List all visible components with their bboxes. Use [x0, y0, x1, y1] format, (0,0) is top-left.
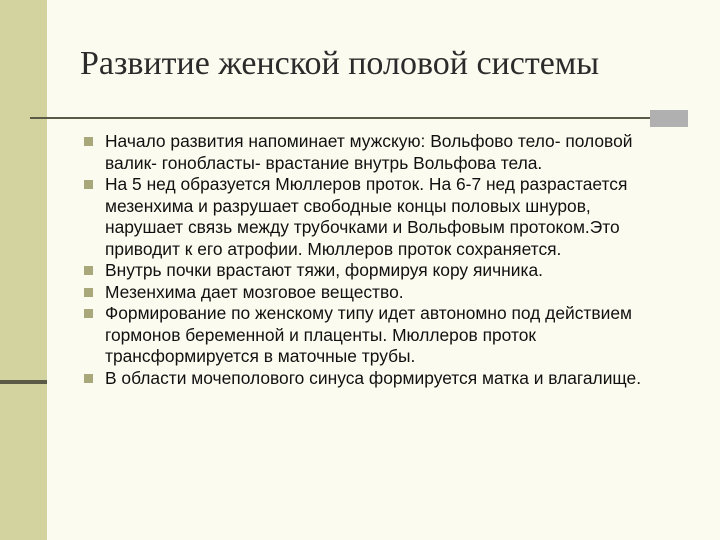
bullet-text: Начало развития напоминает мужскую: Вольфово тело- половой валик- гонобласты- врастание внутрь Вольфова тела.	[105, 131, 633, 173]
bullet-list	[84, 131, 644, 389]
square-bullet-icon	[84, 309, 93, 318]
square-bullet-icon	[84, 137, 93, 146]
bullet-text: Внутрь почки врастают тяжи, формируя кору яичника.	[105, 260, 543, 280]
bullet-item	[84, 260, 644, 282]
bullet-text: На 5 нед образуется Мюллеров проток. На 6-7 нед разрастается мезенхима и разрушает свободные концы половых шнуров, нарушает связь между трубочками и Вольфовым протоком.Это приводит к его атрофии. Мюллеров проток сохраняется.	[105, 174, 628, 259]
square-bullet-icon	[84, 288, 93, 297]
bullet-item	[84, 131, 644, 174]
title-underline	[30, 117, 650, 119]
bullet-text: Формирование по женскому типу идет автономно под действием гормонов беременной и плаценты. Мюллеров проток трансформируется в маточные трубы.	[105, 303, 632, 366]
bullet-item	[84, 174, 644, 260]
bullet-item	[84, 368, 644, 390]
square-bullet-icon	[84, 180, 93, 189]
bullet-item	[84, 303, 644, 368]
left-band-divider	[0, 380, 47, 384]
square-bullet-icon	[84, 266, 93, 275]
slide-title: Развитие женской половой системы	[80, 45, 600, 82]
bullet-text: Мезенхима дает мозговое вещество.	[105, 281, 404, 302]
square-bullet-icon	[84, 374, 93, 383]
bullet-text: В области мочеполового синуса формируется матка и влагалище.	[105, 367, 642, 388]
bullet-item	[84, 282, 644, 304]
left-decorative-band	[0, 0, 47, 540]
corner-decorative-box	[650, 110, 688, 127]
